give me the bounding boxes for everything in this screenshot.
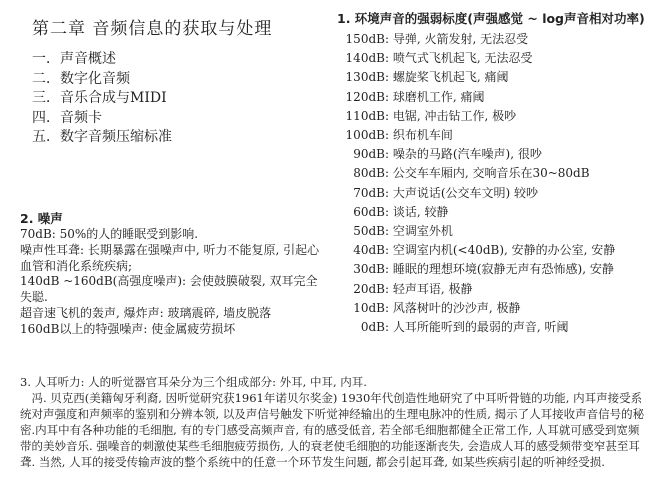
hearing-intro: 3. 人耳听力: 人的听觉器官耳朵分为三个组成部分: 外耳, 中耳, 内耳. [20, 375, 367, 389]
noise-line: 70dB: 50%的人的睡眠受到影响. [20, 227, 199, 241]
toc-label: 音频卡 [60, 109, 102, 126]
db-description: 噪杂的马路(汽车噪声), 很吵 [392, 147, 542, 162]
sound-level-row [337, 68, 615, 87]
db-value: 120dB: [345, 89, 389, 104]
db-value: 80dB: [353, 166, 389, 181]
db-description: 导弹, 火箭发射, 无法忍受 [392, 32, 529, 46]
db-description: 空调室外机 [392, 224, 453, 239]
db-description: 谈话, 较静 [392, 204, 449, 219]
db-description: 人耳所能听到的最弱的声音, 听阈 [392, 320, 569, 335]
noise-line: 160dB以上的特强噪声: 使金属疲劳损坏 [20, 321, 236, 336]
db-description: 空调室内机(<40dB), 安静的办公室, 安静 [392, 243, 616, 258]
sound-level-row [337, 299, 615, 318]
noise-section [20, 210, 320, 338]
noise-line: 超音速飞机的轰声, 爆炸声: 玻璃震碎, 墙皮脱落 [20, 305, 272, 320]
noise-heading: 2. 噪声 [20, 211, 63, 226]
toc-label: 音乐合成与MIDI [60, 90, 167, 106]
toc-number: 二． [32, 70, 60, 87]
toc-label: 声音概述 [60, 51, 116, 67]
sound-level-row [337, 107, 615, 126]
noise-line: 噪声性耳聋: 长期暴露在强噪声中, 听力不能复原, 引起心血管和消化系统疾病; [20, 242, 320, 273]
db-value: 70dB: [353, 185, 389, 200]
db-value: 40dB: [353, 243, 389, 258]
db-description: 大声说话(公交车文明) 较吵 [392, 185, 539, 200]
db-value: 150dB: [345, 32, 389, 46]
sound-level-row [337, 241, 615, 260]
toc-number: 三． [32, 90, 60, 106]
toc-item [32, 89, 172, 109]
sound-level-row [337, 30, 615, 49]
chapter-toc [32, 50, 172, 148]
noise-line: 140dB ~160dB(高强度噪声): 会使鼓膜破裂, 双耳完全失聪. [20, 274, 318, 305]
db-value: 10dB: [353, 300, 389, 315]
toc-label: 数字音频压缩标准 [60, 129, 172, 145]
sound-level-row [337, 184, 615, 203]
db-description: 风落树叶的沙沙声, 极静 [392, 300, 521, 315]
hearing-paragraph: 冯. 贝克西(美籍匈牙利裔, 因听觉研究获1961年诺贝尔奖金) 1930年代创造性地研究了中耳听骨链的功能, 内耳声接受系统对声强度和声频率的鉴别和分辨本领, 以及声信号触发下听觉神经输出的生理电脉冲的性质, 揭示了人耳接收声音信号的秘密.内耳中有各种功能的毛细胞, 有的专门感受高频声音, 有的感受低音, 若全部毛细胞都健全正常工作, 人耳就可感受到宽频带的美妙音乐. 强噪音的刺激使某些毛细胞疲劳损伤, 人的衰老使毛细胞的功能逐渐丧失, 会造成人耳的感受频带变窄甚至耳聋. 当然, 人耳的接受传输声波的整个系统中的任意一个环节发生问题, 都会引起耳聋, 如某些疾病引起的听神经受损. [20, 391, 645, 469]
sound-level-row [337, 164, 615, 183]
db-value: 20dB: [353, 281, 389, 296]
db-value: 0dB: [360, 320, 389, 335]
sound-level-row [337, 222, 615, 241]
sound-level-row [337, 49, 615, 68]
sound-level-row [337, 260, 615, 279]
db-value: 30dB: [353, 262, 389, 277]
db-description: 轻声耳语, 极静 [392, 281, 473, 296]
sound-level-row [337, 126, 615, 145]
db-description: 喷气式飞机起飞, 无法忍受 [392, 51, 533, 66]
toc-label: 数字化音频 [60, 70, 130, 87]
db-value: 90dB: [353, 147, 389, 162]
toc-number: 四． [32, 109, 60, 126]
sound-level-row [337, 280, 615, 299]
toc-item [32, 109, 172, 129]
sound-level-row [337, 318, 615, 337]
db-description: 睡眠的理想环境(寂静无声有恐怖感), 安静 [392, 262, 614, 277]
db-value: 60dB: [353, 204, 389, 219]
db-description: 织布机车间 [392, 128, 453, 143]
sound-level-row [337, 203, 615, 222]
db-value: 130dB: [345, 70, 389, 85]
toc-number: 五． [32, 129, 60, 145]
db-value: 140dB: [345, 51, 389, 66]
sound-level-list [337, 30, 615, 337]
chapter-title: 第二章 音频信息的获取与处理 [32, 19, 273, 39]
db-description: 螺旋桨飞机起飞, 痛阈 [392, 70, 509, 85]
toc-item [32, 50, 172, 70]
db-value: 110dB: [345, 108, 389, 123]
toc-item [32, 70, 172, 90]
hearing-section [20, 374, 650, 470]
db-description: 球磨机工作, 痛阈 [392, 89, 485, 104]
db-value: 100dB: [345, 128, 389, 143]
db-description: 电锯, 冲击钻工作, 极吵 [392, 108, 517, 123]
toc-item [32, 128, 172, 148]
sound-level-row [337, 145, 615, 164]
db-value: 50dB: [353, 224, 389, 239]
db-description: 公交车车厢内, 交响音乐在30~80dB [392, 166, 590, 181]
sound-scale-heading: 1. 环境声音的强弱标度(声强感觉 ~ log声音相对功率) [337, 11, 645, 26]
toc-number: 一． [32, 51, 60, 67]
sound-level-row [337, 88, 615, 107]
